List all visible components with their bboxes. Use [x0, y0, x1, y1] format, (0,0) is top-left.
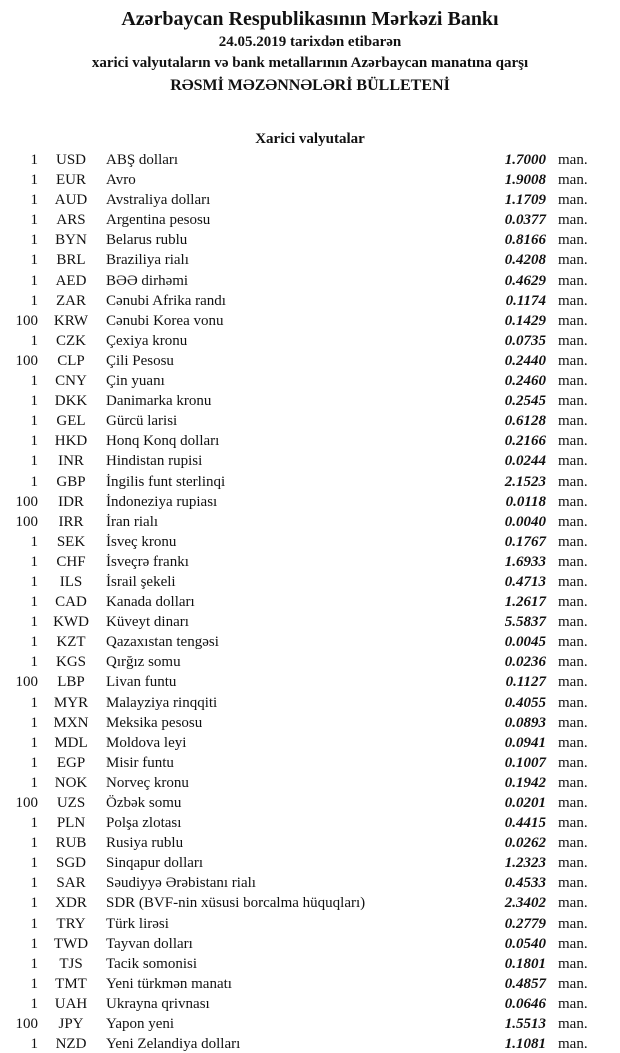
rate-value: 0.0377	[504, 212, 546, 229]
currency-quantity: 1	[30, 935, 38, 952]
rate-value: 0.1767	[504, 533, 546, 550]
rate-row	[0, 994, 620, 1014]
currency-name: Yeni Zelandiya dolları	[106, 1036, 241, 1053]
currency-code: TJS	[59, 955, 83, 972]
currency-code: DKK	[54, 393, 88, 410]
rate-row	[0, 632, 620, 652]
rate-row	[0, 572, 620, 592]
rate-value: 0.4629	[504, 272, 546, 289]
currency-quantity: 1	[30, 172, 38, 189]
rate-row	[0, 934, 620, 954]
currency-code: SEK	[56, 533, 86, 550]
unit-label: man.	[558, 393, 588, 410]
unit-label: man.	[558, 312, 588, 329]
rate-row	[0, 331, 620, 351]
unit-label: man.	[558, 955, 588, 972]
rate-row	[0, 492, 620, 512]
currency-name: İsveçrə frankı	[106, 553, 189, 570]
rate-value: 0.0262	[504, 835, 546, 852]
unit-label: man.	[558, 734, 588, 751]
currency-code: NOK	[54, 774, 88, 791]
rate-value: 1.2617	[504, 594, 546, 611]
currency-quantity: 1	[30, 192, 38, 209]
unit-label: man.	[558, 674, 588, 691]
currency-code: SAR	[56, 875, 86, 892]
currency-name: Yapon yeni	[106, 1016, 175, 1033]
currency-code: INR	[58, 453, 84, 470]
currency-name: Meksika pesosu	[106, 714, 203, 731]
currency-code: CNY	[55, 373, 87, 390]
currency-code: EGP	[56, 754, 86, 771]
currency-name: Argentina pesosu	[106, 212, 211, 229]
section-title-foreign-currencies: Xarici valyutalar	[255, 131, 365, 147]
currency-code: BYN	[55, 232, 87, 249]
currency-quantity: 100	[15, 674, 38, 691]
currency-name: Avro	[106, 172, 136, 189]
unit-label: man.	[558, 192, 588, 209]
currency-code: AED	[55, 272, 87, 289]
rate-row	[0, 954, 620, 974]
unit-label: man.	[558, 855, 588, 872]
currency-quantity: 1	[30, 835, 38, 852]
rate-value: 0.0040	[504, 513, 546, 530]
unit-label: man.	[558, 654, 588, 671]
rate-value: 0.0045	[504, 634, 546, 651]
rate-value: 0.1942	[504, 774, 546, 791]
rate-row	[0, 652, 620, 672]
currency-quantity: 1	[30, 252, 38, 269]
currency-name: Norveç kronu	[106, 774, 189, 791]
unit-label: man.	[558, 774, 588, 791]
currency-quantity: 1	[30, 152, 38, 168]
currency-name: Rusiya rublu	[106, 835, 184, 852]
currency-name: Türk lirəsi	[106, 915, 169, 932]
currency-quantity: 100	[15, 513, 38, 530]
rate-value: 1.6933	[504, 553, 546, 570]
rate-row	[0, 693, 620, 713]
currency-name: Polşa zlotası	[106, 815, 182, 832]
bank-title: Azərbaycan Respublikasının Mərkəzi Bankı	[121, 8, 499, 30]
currency-name: İndoneziya rupiası	[106, 493, 218, 510]
currency-name: Honq Konq dolları	[106, 433, 220, 450]
unit-label: man.	[558, 1036, 588, 1053]
currency-quantity: 1	[30, 433, 38, 450]
currency-name: Danimarka kronu	[106, 393, 212, 410]
currency-name: SDR (BVF-nin xüsusi borcalma hüquqları)	[106, 895, 366, 912]
currency-quantity: 100	[15, 1016, 38, 1033]
rate-row	[0, 532, 620, 552]
currency-quantity: 1	[30, 292, 38, 309]
currency-quantity: 1	[30, 774, 38, 791]
rate-value: 2.3402	[504, 895, 546, 912]
rate-row	[0, 371, 620, 391]
currency-quantity: 1	[30, 995, 38, 1012]
rate-row	[0, 552, 620, 572]
effective-date-line: 24.05.2019 tarixdən etibarən	[218, 34, 402, 50]
currency-name: Malayziya rinqqiti	[106, 694, 218, 711]
currency-name: Çexiya kronu	[106, 332, 188, 349]
unit-label: man.	[558, 272, 588, 289]
rate-row	[0, 150, 620, 170]
rate-row	[0, 713, 620, 733]
currency-name: Yeni türkmən manatı	[106, 975, 232, 992]
currency-code: GBP	[56, 473, 86, 490]
rate-value: 0.4533	[504, 875, 546, 892]
rate-value: 0.2779	[504, 915, 546, 932]
rate-value: 1.9008	[504, 172, 546, 189]
unit-label: man.	[558, 292, 588, 309]
currency-code: MXN	[53, 714, 89, 731]
currency-quantity: 1	[30, 975, 38, 992]
rate-value: 0.4713	[504, 573, 546, 590]
rate-row	[0, 351, 620, 371]
rate-value: 0.2440	[504, 352, 546, 369]
unit-label: man.	[558, 714, 588, 731]
unit-label: man.	[558, 473, 588, 490]
rate-value: 2.1523	[504, 473, 546, 490]
rate-row	[0, 1034, 620, 1053]
currency-quantity: 1	[30, 694, 38, 711]
currency-quantity: 1	[30, 614, 38, 631]
currency-quantity: 1	[30, 573, 38, 590]
currency-code: MDL	[54, 734, 88, 751]
unit-label: man.	[558, 875, 588, 892]
currency-name: Avstraliya dolları	[106, 192, 211, 209]
currency-name: Gürcü larisi	[106, 413, 178, 430]
currency-name: Qazaxıstan tengəsi	[106, 634, 219, 651]
rate-value: 0.0540	[504, 935, 546, 952]
currency-quantity: 1	[30, 473, 38, 490]
currency-code: LBP	[57, 674, 85, 691]
rate-row	[0, 230, 620, 250]
currency-name: Küveyt dinarı	[106, 614, 189, 631]
currency-name: Moldova leyi	[106, 734, 187, 751]
currency-name: Səudiyyə Ərəbistanı rialı	[106, 875, 256, 892]
unit-label: man.	[558, 332, 588, 349]
currency-quantity: 1	[30, 212, 38, 229]
unit-label: man.	[558, 634, 588, 651]
currency-quantity: 1	[30, 875, 38, 892]
currency-name: İsveç kronu	[106, 533, 177, 550]
currency-code: CZK	[56, 332, 86, 349]
currency-code: EUR	[56, 172, 86, 189]
rate-row	[0, 793, 620, 813]
unit-label: man.	[558, 754, 588, 771]
currency-name: Misir funtu	[106, 754, 174, 771]
currency-code: NZD	[55, 1036, 87, 1053]
currency-code: AUD	[54, 192, 88, 209]
rate-value: 0.2460	[504, 373, 546, 390]
unit-label: man.	[558, 352, 588, 369]
rate-row	[0, 873, 620, 893]
currency-code: UAH	[54, 995, 88, 1012]
currency-name: İngilis funt sterlinqi	[106, 473, 226, 490]
rate-row	[0, 893, 620, 913]
currency-name: ABŞ dolları	[106, 152, 179, 168]
rate-value: 0.1127	[505, 674, 546, 691]
rate-row	[0, 472, 620, 492]
currency-code: CHF	[56, 553, 86, 570]
rate-row	[0, 190, 620, 210]
rate-row	[0, 451, 620, 471]
unit-label: man.	[558, 915, 588, 932]
currency-code: TWD	[53, 935, 89, 952]
unit-label: man.	[558, 212, 588, 229]
rate-value: 0.0646	[504, 995, 546, 1012]
rate-value: 0.0236	[504, 654, 546, 671]
rate-row	[0, 753, 620, 773]
currency-code: MYR	[53, 694, 89, 711]
currency-name: Cənubi Afrika randı	[106, 292, 226, 309]
rate-row	[0, 170, 620, 190]
rate-row	[0, 271, 620, 291]
bulletin-header	[0, 0, 620, 97]
currency-code: HKD	[54, 433, 88, 450]
currency-code: CAD	[55, 594, 87, 611]
unit-label: man.	[558, 835, 588, 852]
currency-quantity: 100	[15, 493, 38, 510]
rate-row	[0, 733, 620, 753]
rate-value: 0.0201	[504, 795, 546, 811]
rate-row	[0, 914, 620, 934]
rate-row	[0, 431, 620, 451]
currency-code: USD	[55, 152, 86, 168]
currency-quantity: 1	[30, 332, 38, 349]
currency-quantity: 100	[15, 312, 38, 329]
unit-label: man.	[558, 373, 588, 390]
currency-code: ILS	[59, 573, 83, 590]
rate-row	[0, 1014, 620, 1034]
unit-label: man.	[558, 573, 588, 590]
rate-value: 0.4208	[504, 252, 546, 269]
rate-row	[0, 210, 620, 230]
currency-quantity: 100	[15, 352, 38, 369]
currency-code: ZAR	[56, 292, 86, 309]
currency-code: RUB	[55, 835, 87, 852]
currency-code: KRW	[53, 312, 89, 329]
rate-value: 0.0941	[504, 734, 546, 751]
unit-label: man.	[558, 614, 588, 631]
unit-label: man.	[558, 453, 588, 470]
currency-name: Hindistan rupisi	[106, 453, 203, 470]
currency-name: Tacik somonisi	[106, 955, 198, 972]
unit-label: man.	[558, 815, 588, 832]
bulletin-subtitle: xarici valyutaların və bank metallarının Azərbaycan manatına qarşı	[91, 55, 529, 71]
currency-quantity: 1	[30, 754, 38, 771]
currency-name: BƏƏ dirhəmi	[106, 272, 189, 289]
currency-code: XDR	[55, 895, 87, 912]
rate-value: 0.4857	[504, 975, 546, 992]
currency-name: İsrail şekeli	[106, 573, 176, 590]
currency-quantity: 1	[30, 654, 38, 671]
rate-row	[0, 592, 620, 612]
rate-row	[0, 833, 620, 853]
currency-quantity: 1	[30, 895, 38, 912]
rate-row	[0, 853, 620, 873]
currency-quantity: 1	[30, 413, 38, 430]
currency-code: IRR	[58, 513, 84, 530]
unit-label: man.	[558, 433, 588, 450]
unit-label: man.	[558, 1016, 588, 1033]
currency-code: BRL	[56, 252, 86, 269]
currency-quantity: 1	[30, 533, 38, 550]
currency-name: Braziliya rialı	[106, 252, 189, 269]
rate-value: 0.0244	[504, 453, 546, 470]
currency-code: CLP	[57, 352, 85, 369]
currency-quantity: 1	[30, 393, 38, 410]
currency-code: IDR	[58, 493, 84, 510]
rate-row	[0, 291, 620, 311]
rate-row	[0, 974, 620, 994]
currency-name: Kanada dolları	[106, 594, 195, 611]
currency-code: JPY	[58, 1016, 84, 1033]
rate-value: 0.0118	[505, 493, 546, 510]
currency-code: KZT	[56, 634, 86, 651]
rate-row	[0, 311, 620, 331]
currency-quantity: 1	[30, 714, 38, 731]
rate-value: 0.8166	[504, 232, 546, 249]
exchange-rates-table	[0, 150, 620, 1053]
currency-code: KWD	[53, 614, 89, 631]
unit-label: man.	[558, 232, 588, 249]
rate-value: 0.4415	[504, 815, 546, 832]
currency-name: Livan funtu	[106, 674, 177, 691]
currency-code: KGS	[55, 654, 86, 671]
rate-value: 1.1081	[504, 1036, 546, 1053]
currency-quantity: 1	[30, 553, 38, 570]
currency-code: SGD	[55, 855, 86, 872]
unit-label: man.	[558, 795, 588, 811]
currency-code: PLN	[56, 815, 86, 832]
unit-label: man.	[558, 493, 588, 510]
bulletin-title: RƏSMİ MƏZƏNNƏLƏRİ BÜLLETENİ	[170, 77, 450, 94]
unit-label: man.	[558, 895, 588, 912]
currency-code: UZS	[56, 795, 86, 811]
currency-quantity: 100	[15, 795, 38, 811]
currency-quantity: 1	[30, 272, 38, 289]
currency-name: Belarus rublu	[106, 232, 188, 249]
unit-label: man.	[558, 533, 588, 550]
rate-row	[0, 391, 620, 411]
currency-name: Cənubi Korea vonu	[106, 312, 224, 329]
rate-value: 0.0735	[504, 332, 546, 349]
unit-label: man.	[558, 553, 588, 570]
unit-label: man.	[558, 252, 588, 269]
rate-value: 0.1801	[504, 955, 546, 972]
currency-name: Özbək somu	[106, 795, 182, 811]
currency-quantity: 1	[30, 815, 38, 832]
currency-name: Çili Pesosu	[106, 352, 174, 369]
currency-name: Qırğız somu	[106, 654, 181, 671]
currency-quantity: 1	[30, 955, 38, 972]
rate-row	[0, 612, 620, 632]
unit-label: man.	[558, 513, 588, 530]
currency-quantity: 1	[30, 855, 38, 872]
currency-code: ARS	[56, 212, 86, 229]
currency-quantity: 1	[30, 594, 38, 611]
currency-name: İran rialı	[106, 513, 159, 530]
currency-quantity: 1	[30, 915, 38, 932]
currency-quantity: 1	[30, 232, 38, 249]
rate-row	[0, 250, 620, 270]
rate-value: 1.5513	[504, 1016, 546, 1033]
rate-value: 0.2545	[504, 393, 546, 410]
rate-row	[0, 512, 620, 532]
rate-value: 0.6128	[504, 413, 546, 430]
currency-name: Sinqapur dolları	[106, 855, 204, 872]
currency-quantity: 1	[30, 634, 38, 651]
rate-value: 1.1709	[504, 192, 546, 209]
rate-row	[0, 672, 620, 692]
unit-label: man.	[558, 413, 588, 430]
rate-value: 1.2323	[504, 855, 546, 872]
rate-value: 1.7000	[504, 152, 546, 168]
rate-value: 0.1007	[504, 754, 546, 771]
currency-name: Ukrayna qrivnası	[106, 995, 210, 1012]
rate-row	[0, 773, 620, 793]
unit-label: man.	[558, 995, 588, 1012]
unit-label: man.	[558, 935, 588, 952]
currency-code: GEL	[56, 413, 86, 430]
rate-value: 5.5837	[504, 614, 546, 631]
currency-quantity: 1	[30, 373, 38, 390]
unit-label: man.	[558, 975, 588, 992]
currency-code: TRY	[56, 915, 86, 932]
rate-value: 0.0893	[504, 714, 546, 731]
currency-quantity: 1	[30, 453, 38, 470]
unit-label: man.	[558, 172, 588, 189]
rate-value: 0.2166	[504, 433, 546, 450]
rate-row	[0, 813, 620, 833]
currency-quantity: 1	[30, 734, 38, 751]
currency-code: TMT	[55, 975, 87, 992]
rate-row	[0, 411, 620, 431]
rate-value: 0.1429	[504, 312, 546, 329]
unit-label: man.	[558, 152, 588, 168]
currency-name: Çin yuanı	[106, 373, 165, 390]
rate-value: 0.1174	[505, 292, 546, 309]
unit-label: man.	[558, 694, 588, 711]
currency-quantity: 1	[30, 1036, 38, 1053]
rate-value: 0.4055	[504, 694, 546, 711]
currency-name: Tayvan dolları	[106, 935, 193, 952]
unit-label: man.	[558, 594, 588, 611]
